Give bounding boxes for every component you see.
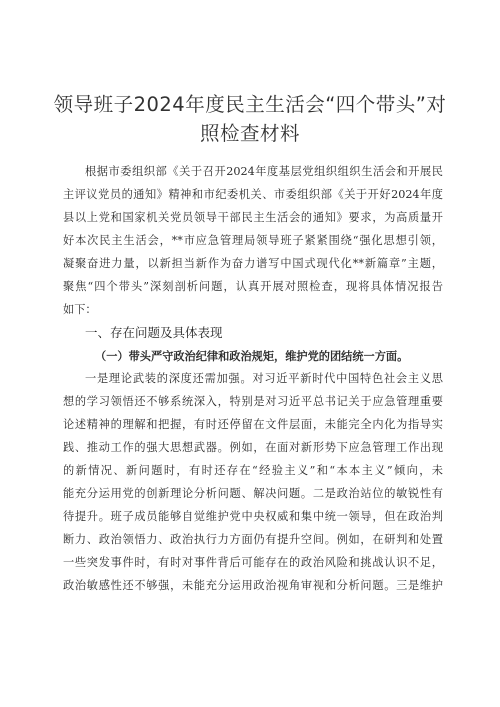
paragraph-line: 践、推动工作的强大思想武器。例如，在面对新形势下应急管理工作出现 [63, 441, 443, 454]
paragraph-line: 想的学习领悟还不够系统深入，特别是对习近平总书记关于应急管理重要 [63, 395, 443, 408]
intro-line: 凝聚奋进力量，以新担当新作为奋力谱写中国式现代化**新篇章”主题， [63, 257, 443, 270]
paragraph-line: 的新情况、新问题时，有时还存在“经验主义”和“本本主义”倾向，未 [63, 464, 443, 477]
paragraph-line: 一是理论武装的深度还需加强。对习近平新时代中国特色社会主义思 [85, 372, 443, 385]
paragraph-line: 待提升。班子成员能够自觉维护党中央权威和集中统一领导，但在政治判 [63, 510, 443, 523]
intro-line: 主评议党员的通知》精神和市纪委机关、市委组织部《关于开好2024年度 [63, 188, 443, 201]
paragraph-line: 政治敏感性还不够强，未能充分运用政治视角审视和分析问题。三是维护 [63, 579, 443, 592]
paragraph-line: 一些突发事件时，有时对事件背后可能存在的政治风险和挑战认识不足， [63, 556, 443, 569]
intro-line: 好本次民主生活会，**市应急管理局领导班子紧紧围绕“强化思想引领， [63, 234, 443, 247]
intro-line: 根据市委组织部《关于召开2024年度基层党组织组织生活会和开展民 [85, 165, 443, 178]
document-title-line-2: 照检查材料 [199, 122, 300, 145]
intro-line: 如下： [63, 303, 97, 316]
section-heading: 一、存在问题及具体表现 [85, 325, 223, 340]
document-title-line-1: 领导班子2024年度民主生活会“四个带头”对 [53, 93, 447, 116]
paragraph-line: 能充分运用党的创新理论分析问题、解决问题。二是政治站位的敏锐性有 [63, 487, 443, 500]
intro-line: 县以上党和国家机关党员领导干部民主生活会的通知》要求，为高质量开 [63, 211, 443, 224]
subsection-heading: （一）带头严守政治纪律和政治规矩，维护党的团结统一方面。 [95, 349, 409, 363]
paragraph-line: 论述精神的理解和把握，有时还停留在文件层面，未能完全内化为指导实 [63, 418, 443, 431]
paragraph-line: 断力、政治领悟力、政治执行力方面仍有提升空间。例如，在研判和处置 [63, 533, 443, 546]
intro-line: 聚焦“四个带头”深刻剖析问题，认真开展对照检查，现将具体情况报告 [63, 280, 443, 293]
